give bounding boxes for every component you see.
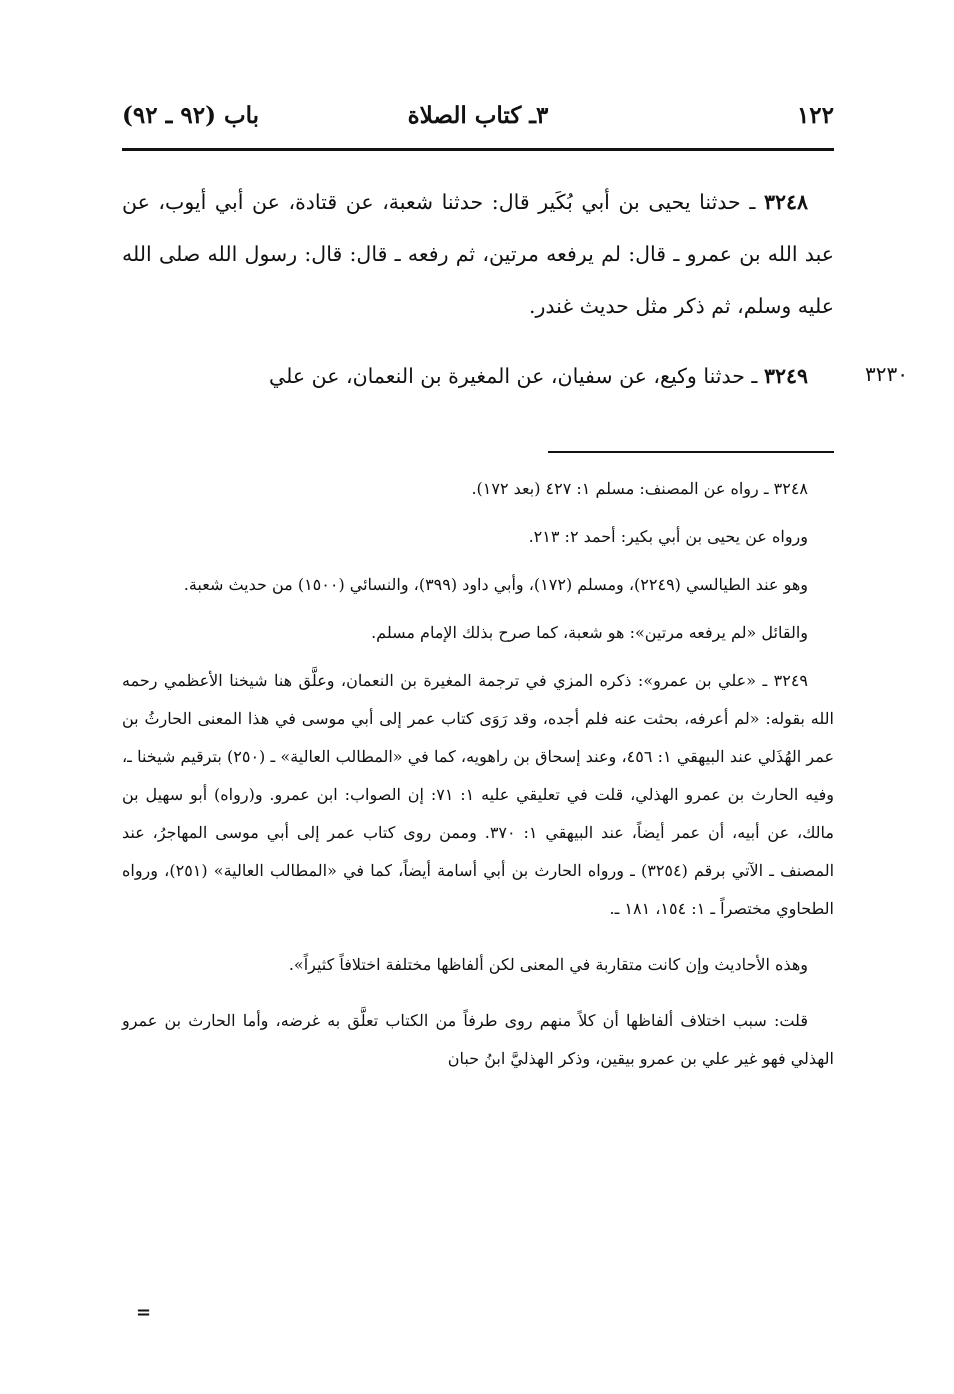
book-title: ٣ـ كتاب الصلاة xyxy=(407,102,549,129)
header-divider xyxy=(122,148,834,151)
margin-cross-reference-number: ٣٢٣٠ xyxy=(865,362,908,386)
footnote-paragraph: والقائل «لم يرفعه مرتين»: هو شعبة، كما صرح بذلك الإمام مسلم. xyxy=(371,623,808,642)
page-number: ١٢٢ xyxy=(796,102,834,129)
footnotes xyxy=(122,470,834,1078)
footnote-paragraph: وهو عند الطيالسي (٢٢٤٩)، ومسلم (١٧٢)، وأبي داود (٣٩٩)، والنسائي (١٥٠٠) من حديث شعبة. xyxy=(183,575,808,594)
hadith-3248 xyxy=(122,176,834,332)
hadith-number: ٣٢٤٩ xyxy=(763,364,808,388)
page-header xyxy=(122,98,834,142)
footnote-divider xyxy=(548,451,834,453)
hadith-text: ـ حدثنا وكيع، عن سفيان، عن المغيرة بن النعمان، عن علي xyxy=(269,364,758,388)
continuation-mark: = xyxy=(136,1302,152,1323)
chapter-label: باب (٩٢ ـ ٩٢) xyxy=(122,102,260,129)
footnote-paragraph: ٣٢٤٨ ـ رواه عن المصنف: مسلم ١: ٤٢٧ (بعد ١٧٢). xyxy=(471,479,808,498)
footnote-paragraph: ٣٢٤٩ ـ «علي بن عمرو»: ذكره المزي في ترجمة المغيرة بن النعمان، وعلَّق هنا شيخنا الأعظمي رحمه الله بقوله: «لم أعرفه، بحثت عنه فلم أجده، وقد رَوَى كتاب عمر إلى أبي موسى في هذا المعنى الحارثُ بن عمر الهُذَلي عند البيهقي ١: ٤٥٦، وعند إسحاق بن راهويه، كما في «المطالب العالية» ـ (٢٥٠) بترقيم شيخنا ـ، وفيه الحارث بن عمرو الهذلي، قلت في تعليقي عليه ١: ٧١: إن الصواب: ابن عمرو. و(رواه) أبو سهيل بن مالك، عن أبيه، أن عمر أيضاً، عند البيهقي ١: ٣٧٠. وممن روى كتاب عمر إلى أبي موسى المهاجرُ، عند المصنف ـ الآتي برقم (٣٢٥٤) ـ ورواه الحارث بن أبي أسامة أيضاً، كما في «المطالب العالية» (٢٥١)، ورواه الطحاوي مختصراً ـ ١: ١٥٤، ١٨١ ـ. xyxy=(122,671,835,918)
hadith-number: ٣٢٤٨ xyxy=(763,190,808,214)
footnote-paragraph: وهذه الأحاديث وإن كانت متقاربة في المعنى لكن ألفاظها مختلفة اختلافاً كثيراً». xyxy=(288,955,808,974)
hadith-3249 xyxy=(122,350,834,402)
footnote-paragraph: قلت: سبب اختلاف ألفاظها أن كلاً منهم روى طرفاً من الكتاب تعلَّق به غرضه، وأما الحارث بن عمرو الهذلي فهو غير علي بن عمرو بيقين، وذكر الهذليَّ ابنُ حبان xyxy=(122,1011,834,1068)
hadith-text: ـ حدثنا يحيى بن أبي بُكَير قال: حدثنا شعبة، عن قتادة، عن أبي أيوب، عن عبد الله بن عمرو ـ قال: لم يرفعه مرتين، ثم رفعه ـ قال: قال: رسول الله صلى الله عليه وسلم، ثم ذكر مثل حديث غندر. xyxy=(122,190,834,318)
footnote-paragraph: ورواه عن يحيى بن أبي بكير: أحمد ٢: ٢١٣. xyxy=(528,527,808,546)
